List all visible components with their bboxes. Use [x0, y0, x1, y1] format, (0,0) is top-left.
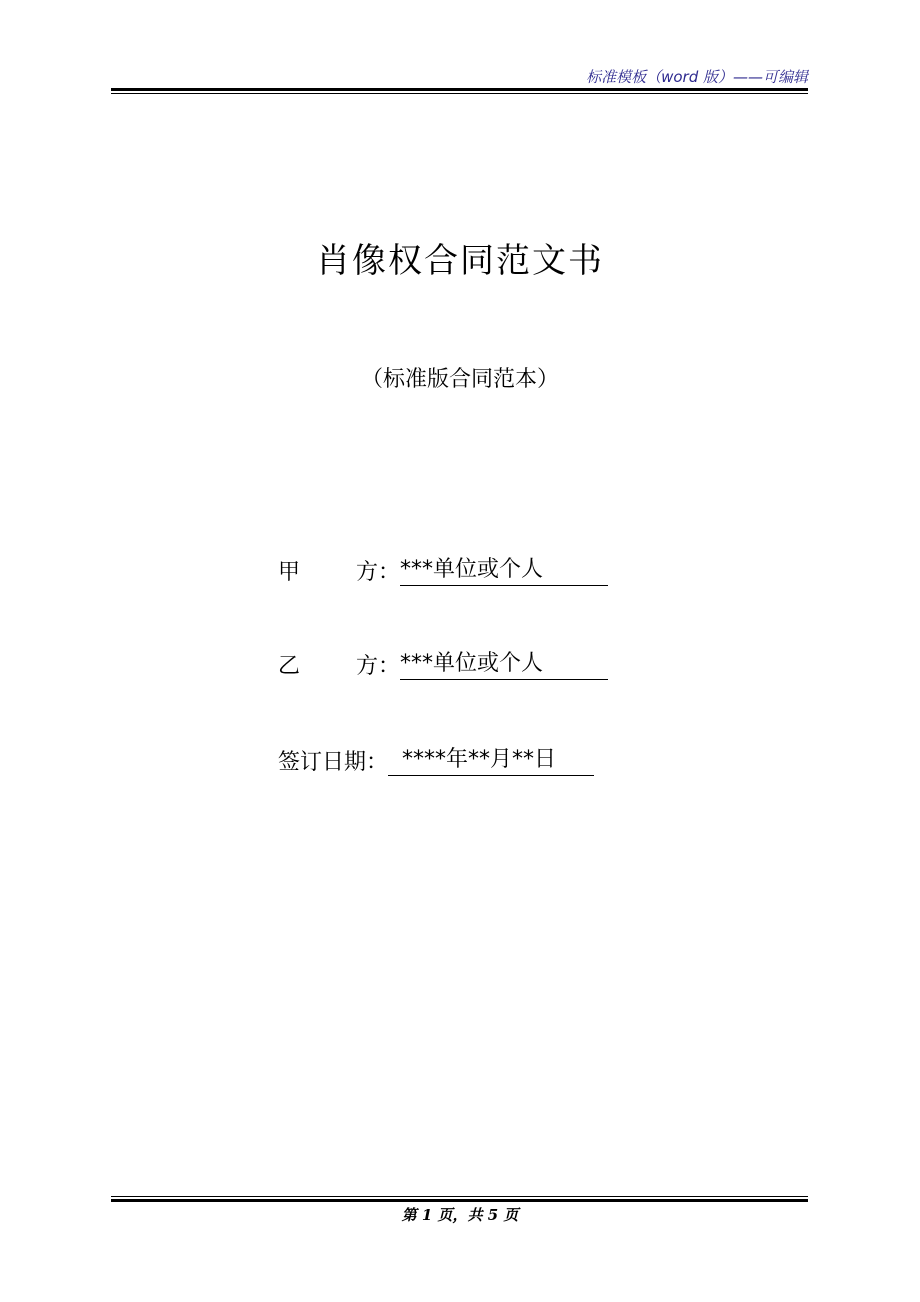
header-rule	[111, 88, 808, 94]
party-a-row	[278, 552, 608, 586]
party-b-row	[278, 646, 608, 680]
party-b-label-first: 乙	[278, 654, 301, 679]
sign-date-label: 签订日期：	[278, 750, 389, 775]
sign-date-row	[278, 742, 594, 776]
page-number: 第 1 页，共 5 页	[401, 1206, 519, 1224]
party-a-value[interactable]: ***单位或个人	[400, 552, 608, 586]
party-a-label-second: 方：	[356, 560, 401, 585]
page-header-text: 标准模板（word 版）——可编辑	[586, 68, 808, 86]
party-b-value[interactable]: ***单位或个人	[400, 646, 608, 680]
party-b-label-second: 方：	[356, 654, 401, 679]
document-title: 肖像权合同范文书	[316, 241, 604, 281]
party-a-label-first: 甲	[278, 560, 301, 585]
footer-rule	[111, 1196, 808, 1202]
sign-date-value[interactable]: ****年**月**日	[388, 742, 594, 776]
document-subtitle: （标准版合同范本）	[360, 367, 559, 392]
